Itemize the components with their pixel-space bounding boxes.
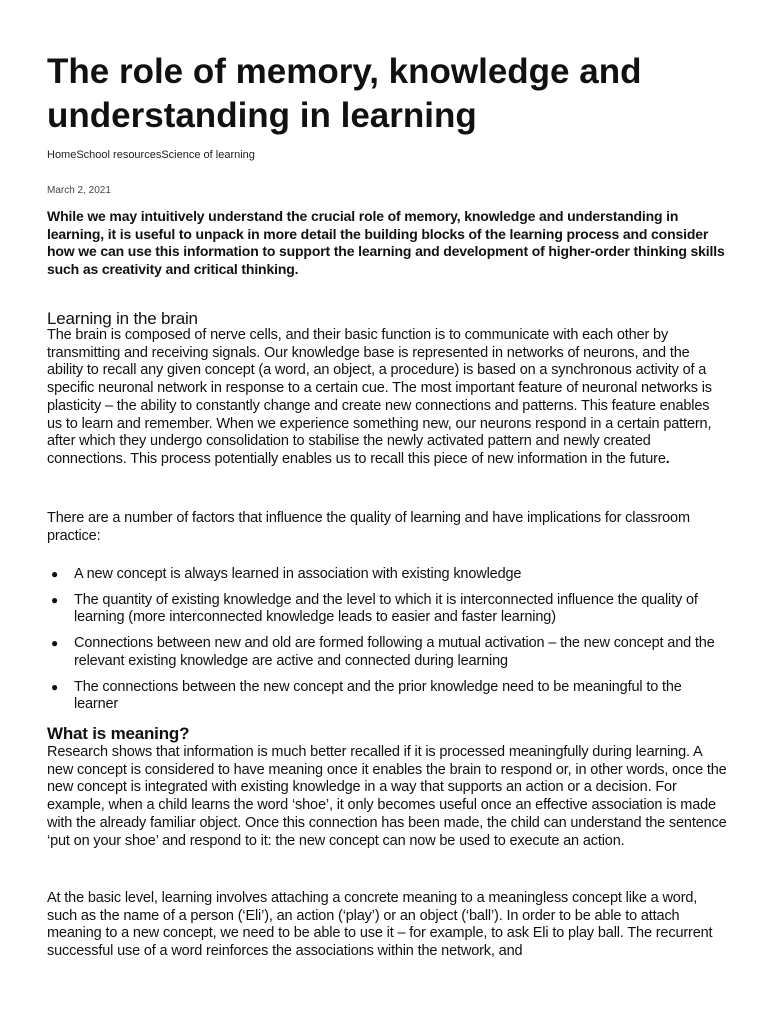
bullet-icon: ● — [51, 567, 59, 581]
breadcrumb — [47, 148, 255, 162]
section2-paragraph-1: Research shows that information is much better recalled if it is processed meaningfully during learning. A new concept is considered to have meaning once it enables the brain to respond or, in other words, once the new concept is integrated with existing knowledge in a way that supports an action or a decision. For example, when a child learns the word ‘shoe’, it only becomes useful once an effective association is made with the already familiar object. Once this connection has been made, the child can understand the sentence ‘put on your shoe’ and respond to it: the new concept can now be used to execute an action. — [47, 744, 727, 849]
list-item — [47, 592, 727, 627]
list-item-text: Connections between new and old are formed following a mutual activation – the new concept and the relevant existing knowledge are active and connected during learning — [74, 635, 715, 669]
section2-paragraph-2: At the basic level, learning involves attaching a concrete meaning to a meaningless concept like a word, such as the name of a person (‘Eli’), an action (‘play’) or an object (‘ball’). In order to be able to attach meaning to a new concept, we need to be able to use it – for example, to ask Eli to play ball. The recurrent successful use of a word reinforces the associations within the network, and — [47, 890, 713, 960]
bullet-icon: ● — [51, 592, 59, 607]
bullet-icon: ● — [51, 679, 59, 694]
list-item-text: The quantity of existing knowledge and the level to which it is interconnected influence the quality of learning (more interconnected knowledge leads to easier and faster learning) — [74, 591, 698, 626]
section1-paragraph-1 — [47, 327, 727, 469]
section-heading-learning-in-the-brain: Learning in the brain — [47, 309, 198, 328]
breadcrumb-school-resources-link[interactable]: School resources — [76, 149, 162, 161]
section1-paragraph-2: There are a number of factors that influence the quality of learning and have implications for classroom practice: — [47, 510, 690, 544]
breadcrumb-home-link[interactable]: Home — [47, 149, 77, 161]
list-item-text: A new concept is always learned in association with existing knowledge — [74, 566, 522, 582]
page-title: The role of memory, knowledge and understanding in learning — [47, 52, 642, 135]
section-heading-what-is-meaning: What is meaning? — [47, 724, 190, 743]
intro-paragraph: While we may intuitively understand the crucial role of memory, knowledge and understanding in learning, it is useful to unpack in more detail the building blocks of the learning process and consider how we can use this information to support the learning and development of higher-order thinking skills such as creativity and critical thinking. — [47, 208, 725, 277]
bullet-icon: ● — [51, 636, 59, 651]
list-item-text: The connections between the new concept and the prior knowledge need to be meaningful to the learner — [74, 678, 682, 713]
list-item — [47, 635, 727, 670]
section1-paragraph-1-text: The brain is composed of nerve cells, and their basic function is to communicate with each other by transmitting and receiving signals. Our knowledge base is represented in networks of neurons, and the ability to recall any given concept (a word, an object, a procedure) is based on a synchronous activity of a specific neuronal network in response to a certain cue. The most important feature of neuronal networks is plasticity – the ability to constantly change and create new connections and patterns. This feature enables us to learn and remember. When we experience something new, our neurons respond in a certain pattern, after which they undergo consolidation to stabilise the newly activated pattern and newly created connections. This process potentially enables us to recall this piece of new information in the future — [47, 327, 712, 467]
section1-paragraph-1-end: . — [665, 450, 670, 467]
breadcrumb-science-of-learning-link[interactable]: Science of learning — [161, 149, 255, 161]
factor-list — [47, 566, 727, 722]
list-item — [47, 566, 727, 584]
publish-date: March 2, 2021 — [47, 185, 111, 196]
list-item — [47, 679, 727, 714]
